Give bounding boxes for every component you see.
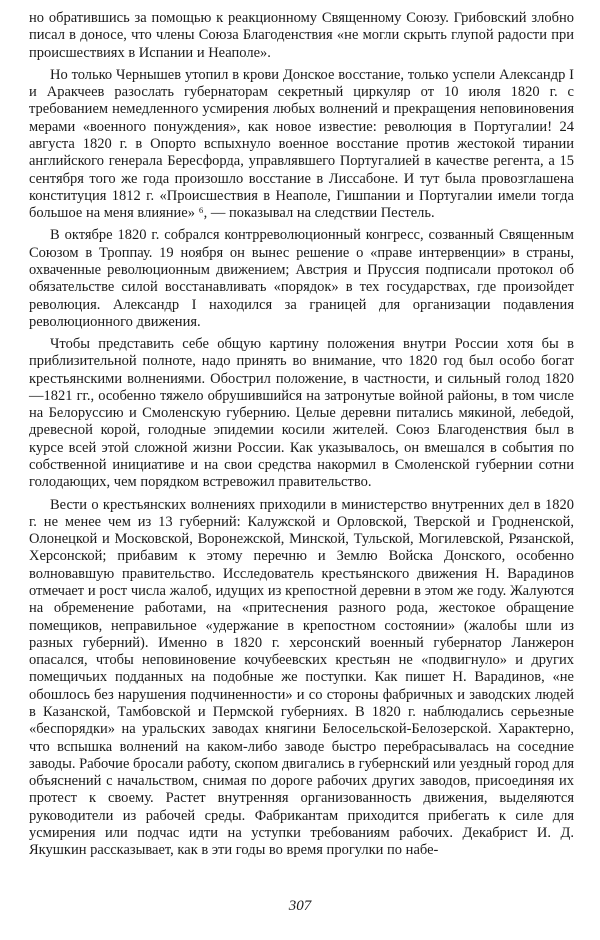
paragraph-2: Но только Чернышев утопил в крови Донское восстание, только успели Александр I и Аракчеев разослать губернаторам секретный циркуляр от 10 июля 1820 г. с требованием немедленного усмирения любых волнений и прекращения неповиновения мерами «военного понуждения», как новое известие: революция в Португалии! 24 августа 1820 г. в Опорто вспыхнуло военное восстание против жестокой тирании английского генерала Бересфорда, управлявшего Португалией в качестве регента, а 15 сентября того же года произошло восстание в Лиссабоне. И тут была провозглашена конституция 1812 г. «Происшествия в Неаполе, Гишпании и Португалии имели тогда большое на меня влияние» ⁶, — показывал на следствии Пестель. [29,66,574,222]
paragraph-3: В октябре 1820 г. собрался контрреволюционный конгресс, созванный Священным Союзом в Троппау. 19 ноября он вынес решение о «праве интервенции» в страны, охваченные революционным движением; Австрия и Пруссия подписали протокол об обязательстве силой восстанавливать «порядок» в тех государствах, где произойдет революция. Александр I находился за границей для организации подавления революционного движения. [29,227,574,330]
paragraph-1: но обратившись за помощью к реакционному Священному Союзу. Грибовский злобно писал в доносе, что члены Союза Благоденствия «не могли скрыть глупой радости при происшествиях в Испании и Неаполе». [29,10,574,61]
page-number: 307 [288,898,312,914]
paragraph-4: Чтобы представить себе общую картину положения внутри России хотя бы в приблизительной полноте, надо принять во внимание, что 1820 год был особо богат крестьянскими волнениями. Обострил положение, в частности, и сильный голод 1820—1821 гг., особенно тяжело обрушившийся на затронутые войной районы, в том числе на Белоруссию и Смоленскую губернию. Целые деревни питались мякиной, лебедой, древесной корой, голодные эпидемии косили жителей. Союз Благоденствия был в курсе всей этой сложной жизни России. Как указывалось, он вмешался в события по собственной инициативе и на свои средства накормил в Смоленской губернии сотни голодающих, чем порядком встревожил правительство. [29,336,574,491]
main-text [29,10,574,865]
paragraph-5: Вести о крестьянских волнениях приходили в министерство внутренних дел в 1820 г. не менее чем из 13 губерний: Калужской и Орловской, Тверской и Гродненской, Олонецкой и Московской, Воронежской, Минской, Тульской, Могилевской, Рязанской, Херсонской; прибавим к этому перечню и Землю Войска Донского, особенно волновавшую правительство. Исследователь крестьянского движения Н. Варадинов отмечает и рост числа жалоб, идущих из крепостной деревни в этом же году. Жалуются на обременение работами, на «притеснения разного рода, жестокое обращение помещиков, неправильное «удержание в крепостном состоянии» (жалобы шли из разных губерний). Именно в 1820 г. херсонский военный губернатор Ланжерон опасался, чтобы неповиновение кочубеевских крестьян не «подвигнуло» и других помещичьих подданных на подобные же поступки. Как пишет Н. Варадинов, «не обошлось без нарушения подчиненности» и со стороны фабричных и заводских людей в Казанской, Тамбовской и Пермской губерниях. В 1820 г. наблюдались серьезные «беспорядки» на уральских заводах княгини Белосельской-Белозерской. Характерно, что вспышка волнений на каком-либо заводе быстро перебрасывалась на соседние заводы. Рабочие бросали работу, скопом двигались в губернский или уездный город для объяснений с начальством, снимая по дороге рабочих других заводов, присоединяя их протест к своему. Растет внутренняя организованность движения, выделяются руководители из рабочей среды. Фабрикантам приходится прибегать к силе для усмирения или подчас идти на уступки требованиям рабочих. Декабрист И. Д. Якушкин рассказывает, как в эти годы во время прогулки по набе- [29,496,574,859]
